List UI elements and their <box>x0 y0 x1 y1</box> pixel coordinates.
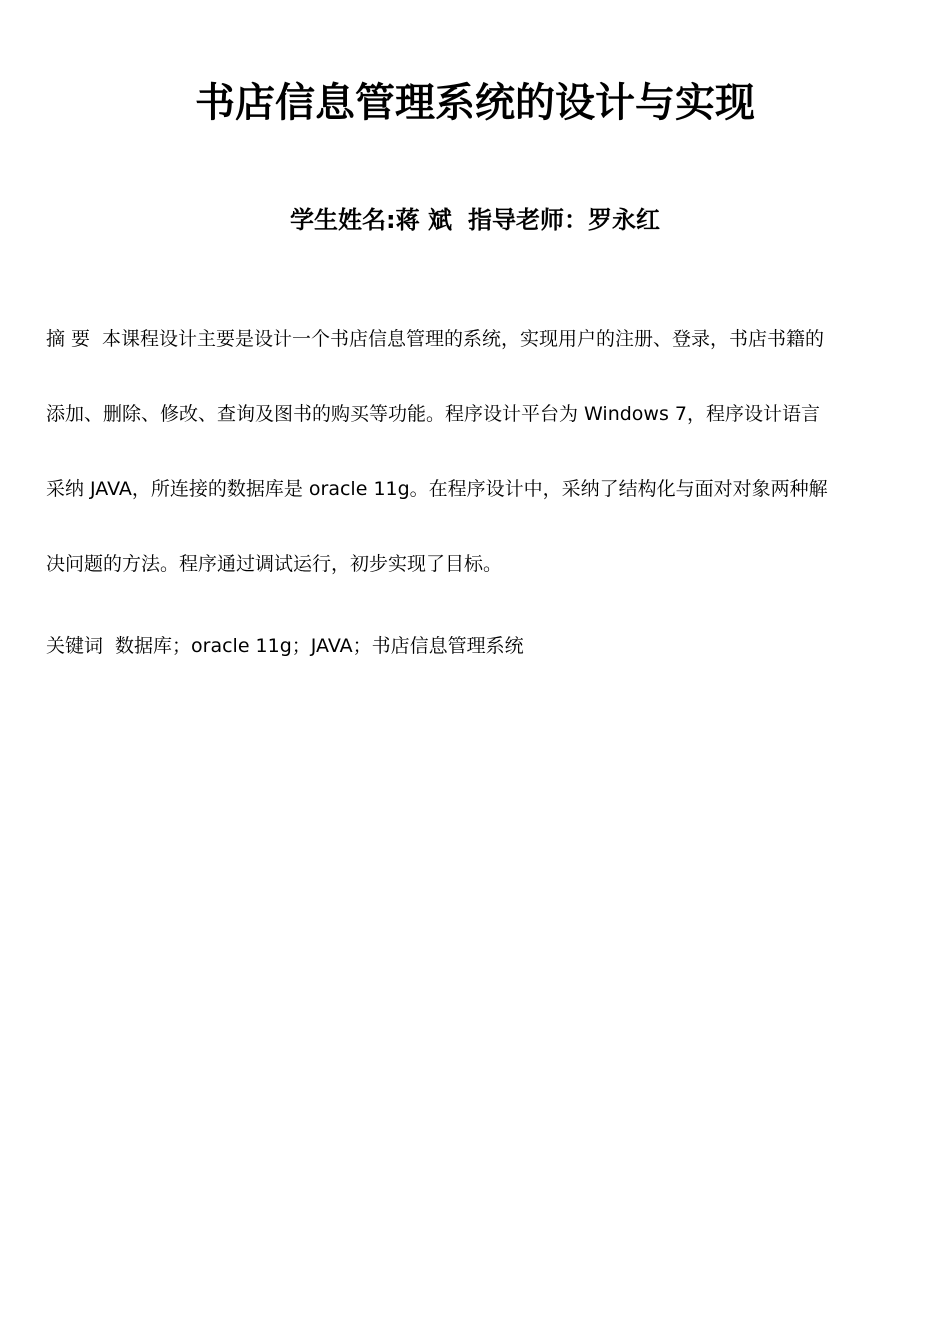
paper-title: 书店信息管理系统的设计与实现 <box>195 79 755 126</box>
abstract-line: 添加、删除、修改、查询及图书的购买等功能。程序设计平台为 Windows 7，程序设计语言 <box>46 403 820 425</box>
keywords-text: 数据库；oracle 11g；JAVA；书店信息管理系统 <box>115 635 524 657</box>
advisor-name: 罗永红 <box>587 206 660 234</box>
student-name-label: 学生姓名: <box>290 206 396 234</box>
abstract <box>46 302 906 602</box>
abstract-line: 决问题的方法。程序通过调试运行，初步实现了目标。 <box>46 553 503 575</box>
student-name: 蒋 斌 <box>395 206 452 234</box>
author-byline <box>0 200 950 240</box>
abstract-line: 采纳 JAVA，所连接的数据库是 oracle 11g。在程序设计中，采纳了结构化与面对对象两种解 <box>46 478 828 500</box>
abstract-label: 摘 要 <box>46 328 91 350</box>
keywords-label: 关键词 <box>46 635 104 657</box>
advisor-label: 指导老师： <box>467 206 588 234</box>
keywords <box>46 626 906 666</box>
abstract-line <box>46 302 906 377</box>
abstract-text: 本课程设计主要是设计一个书店信息管理的系统，实现用户的注册、登录，书店书籍的 <box>102 328 825 350</box>
